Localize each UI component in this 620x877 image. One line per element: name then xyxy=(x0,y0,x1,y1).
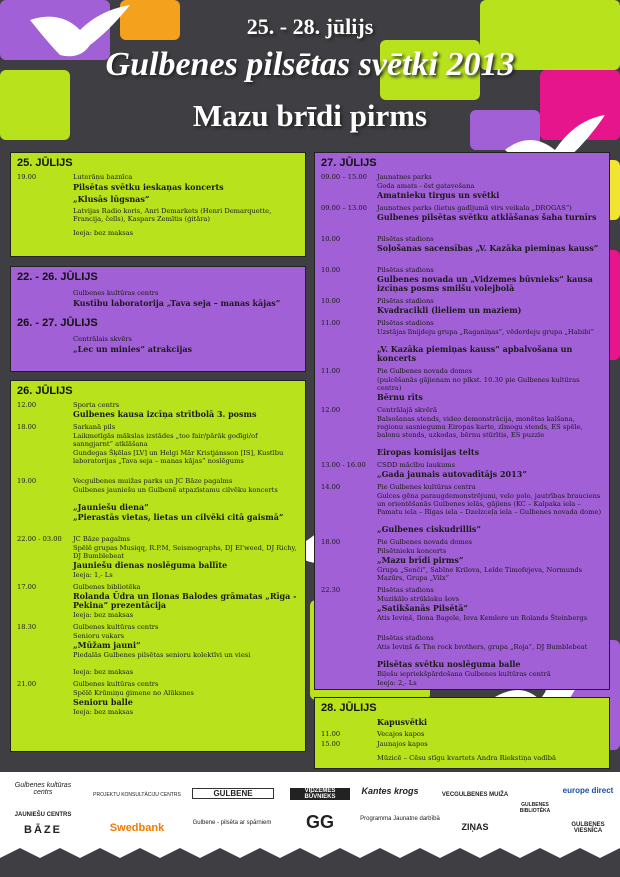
event-description: Gulbenes jauniešu un Gulbenē atpazīstamu cilvēku koncerts xyxy=(73,486,278,494)
event-title: Pilsētas svētku noslēguma balle xyxy=(377,659,521,669)
event-title: „Lec un minies” atrakcijas xyxy=(73,344,193,354)
event-entry: Ieeja: bez maksas xyxy=(73,708,134,716)
event-description: Goda amats - ēst gatavošana xyxy=(377,182,475,190)
event-venue: Centrālajā skvērā xyxy=(377,406,437,414)
event-title: Soļošanas sacensības „V. Kazāka piemiņas kauss” xyxy=(377,243,599,253)
event-venue: Jaunatnes parks (lietus gadījumā virs veikala „DROGAS”) xyxy=(377,204,572,212)
event-title: „Mūžam jauni” xyxy=(73,640,141,650)
event-description: (pulcēšanās gājienam no plkst. 10.30 pie Gulbenes kultūras centra) xyxy=(377,376,580,392)
day-heading: 26. - 27. JŪLIJS xyxy=(17,317,98,329)
event-venue: Gulbenes bibliotēka xyxy=(73,583,141,591)
event-title: Gulbenes novada un „Vidzemes būvnieks” kausa izcīņas posms smilšu volejbolā xyxy=(377,274,593,293)
event-title: „Gulbenes ciskudrillis” xyxy=(377,524,482,534)
logo-gulbene-pilseta-ar-sparniem: Gulbene - pilsēta ar spārniem xyxy=(192,820,272,826)
event-place: Vecajos kapos xyxy=(377,730,425,738)
event-title: „Pierastās vietas, lietas un cilvēki citā gaismā” xyxy=(73,512,284,522)
day-heading: 22. - 26. JŪLIJS xyxy=(17,271,98,283)
logo-gg: GG xyxy=(305,812,334,832)
event-venue: Sporta centrs xyxy=(73,401,120,409)
event-description: Uzstājas līnijdeju grupa „Raganiņas”, vēderdeju grupa „Habibi” xyxy=(377,328,594,336)
logo-vecgulbenes-muiza: VECGULBENES MUIŽA xyxy=(441,792,509,798)
event-title: Amatnieku tirgus un svētki xyxy=(377,190,500,200)
event-time: 14.00 xyxy=(321,483,341,491)
event-time: 11.00 xyxy=(321,730,341,738)
event-time: 13.00 - 16.00 xyxy=(321,461,366,469)
logo-zinas: ZIŅAS xyxy=(461,822,489,832)
event-title: Bērnu rīts xyxy=(377,392,423,402)
event-entry: Ieeja: 1,- Ls xyxy=(73,571,113,579)
event-title: „Jauniešu diena” xyxy=(73,502,149,512)
panel-22-27-july xyxy=(10,266,306,372)
event-venue: Pilsētas stadions xyxy=(377,266,434,274)
event-title: „Satikšanās Pilsētā” xyxy=(377,603,468,613)
event-description: Senioru vakars xyxy=(73,632,125,640)
event-time: 10.00 xyxy=(321,297,341,305)
event-venue: Vecgulbenes muižas parks un JC Bāze pagalms xyxy=(73,477,233,485)
logo-gulbenes-kulturas-centrs: Gulbenes kultūras centrs xyxy=(14,782,72,796)
day-heading: 26. JŪLIJS xyxy=(17,385,73,397)
event-venue: Pie Gulbenes novada domes xyxy=(377,367,473,375)
event-title: Gulbenes pilsētas svētku atklāšanas šaha turnīrs xyxy=(377,212,597,222)
panel-27-july xyxy=(314,152,610,690)
event-title: Senioru balle xyxy=(73,697,133,707)
event-venue: Luterāņu baznīca xyxy=(73,173,133,181)
event-title: Pilsētas svētku ieskaņas koncerts xyxy=(73,182,224,192)
logo-projektu-konsultaciju-centrs: PROJEKTU KONSULTĀCIJU CENTRS xyxy=(93,792,181,798)
event-description: Gulces gēna paraugdemonstrējumi, velo polo, jautrības brauciens un orientēšanās Gulbenes ielās, gājiens (KC – Kalpaka iela – Pamatu iela – Rīgas iela – Dzelzceļa iela – Gulbenes novada dome) xyxy=(377,492,602,516)
logo-gulbenes-biblioteka: GULBENES BIBLIOTĒKA xyxy=(519,802,551,814)
event-time: 11.00 xyxy=(321,367,341,375)
event-title: Gulbenes kausa izcīņa strītbolā 3. posms xyxy=(73,409,257,419)
logo-gulbene: GULBENE xyxy=(192,788,274,799)
event-time: 09.00 – 15.00 xyxy=(321,173,367,181)
bottom-zigzag-border xyxy=(0,848,620,877)
event-venue: Pilsētas stadions xyxy=(377,319,434,327)
event-time: 17.00 xyxy=(17,583,37,591)
event-description: Grupa „Senči”, Sabīne Krilova, Lelde Timofejeva, Normunds Mazūrs, Grupa „Vilx” xyxy=(377,566,583,582)
festival-dates: 25. - 28. jūlijs xyxy=(246,14,374,39)
event-description: Spēlē grupas Musiqq, R.P.M, Seismographs, DJ El'weed, DJ Richy, DJ Bumblebeat xyxy=(73,544,297,560)
event-entry: Ieeja: bez maksas xyxy=(73,229,134,237)
event-entry: Ieeja: bez maksas xyxy=(73,611,134,619)
event-time: 18.00 xyxy=(17,423,37,431)
logo-europe-direct: europe direct xyxy=(562,786,614,795)
event-venue: Pie Gulbenes novada domes xyxy=(377,538,473,546)
event-venue: JC Bāze pagalms xyxy=(73,535,130,543)
event-time: 12.00 xyxy=(17,401,37,409)
logo-jauniesu-centrs: JAUNIEŠU CENTRS xyxy=(14,812,72,818)
event-time: 18.30 xyxy=(17,623,37,631)
event-time: 12.00 xyxy=(321,406,341,414)
event-time: 11.00 xyxy=(321,319,341,327)
event-time: 22.30 xyxy=(321,586,341,594)
event-venue: Sarkanā pils xyxy=(73,423,116,431)
panel-28-july xyxy=(314,697,610,769)
event-venue: Pilsētas stadions xyxy=(377,586,434,594)
logo-jaunatne-darbiba: Programma Jaunatne darbībā xyxy=(360,816,440,822)
event-time: 19.00 xyxy=(17,173,37,181)
event-time: 10.00 xyxy=(321,235,341,243)
event-venue: Gulbenes kultūras centrs xyxy=(73,680,159,688)
event-music: Mūzicē – Cēsu stīgu kvartets Andra Riekstiņa vadībā xyxy=(377,754,556,762)
logo-vidzemes-buvnieks: VIDZEMES BŪVNIEKS xyxy=(290,788,350,800)
event-place: Jaunajos kapos xyxy=(377,740,428,748)
event-venue: Centrālais skvērs xyxy=(73,335,132,343)
event-title: Kustību laboratorija „Tava seja – manas kājas” xyxy=(73,298,281,308)
page-subtitle: Mazu brīdi pirms xyxy=(192,98,428,133)
logo-swedbank: Swedbank xyxy=(109,822,165,834)
event-venue: CSDD mācību laukums xyxy=(377,461,456,469)
event-venue: Gulbenes kultūras centrs xyxy=(73,289,159,297)
event-description: Piedalās Gulbenes pilsētas senioru kolektīvi un viesi xyxy=(73,651,251,659)
event-title: „V. Kazāka piemiņas kauss” apbalvošana un koncerts xyxy=(377,344,573,363)
event-description: Spēlē Krūmiņu ģimene no Alūksnes xyxy=(73,689,194,697)
event-description: Pilsētnieku koncerts xyxy=(377,547,447,555)
panel-25-july xyxy=(10,152,306,257)
event-entry: Ieeja: 2,- Ls xyxy=(377,679,417,687)
panel-26-july xyxy=(10,380,306,752)
event-title: Kvadracikli (lieliem un maziem) xyxy=(377,305,522,315)
day-heading: 27. JŪLIJS xyxy=(321,157,377,169)
event-description: Atis Ieviņš & The rock brothers, grupa „Roja”, DJ Bumblebeat xyxy=(377,643,588,651)
event-title: „Mazu brīdi pirms” xyxy=(377,555,464,565)
event-venue: Pilsētas stadions xyxy=(377,235,434,243)
day-heading: 28. JŪLIJS xyxy=(321,702,377,714)
event-time: 22.00 - 03.00 xyxy=(17,535,62,543)
event-venue: Pilsētas stadions xyxy=(377,634,434,642)
event-time: 19.00 xyxy=(17,477,37,485)
event-venue: Gulbenes kultūras centrs xyxy=(73,623,159,631)
event-venue: Pie Gulbenes kultūras centra xyxy=(377,483,476,491)
event-title: Jauniešu dienas noslēguma ballīte xyxy=(73,560,228,570)
event-time: 10.00 xyxy=(321,266,341,274)
day-heading: 25. JŪLIJS xyxy=(17,157,73,169)
event-description: Muzikālo strūklaku šovs xyxy=(377,595,460,603)
event-description: Atis Ieviņš, Ilona Bagele, Ieva Kemlere un Rolands Šteinbergs xyxy=(377,614,588,622)
event-description: Balsošanas stends, video demonstrācija, monētas kalšana, reģionu sasniegumu Eiropas karte, zīmogu stends, ES spēle, balonu stends, uzkodas, bērnu stūrītis, ES puzzle xyxy=(377,415,583,439)
logo-kantes-krogs: Kantes krogs xyxy=(361,786,419,796)
event-time: 21.00 xyxy=(17,680,37,688)
event-venue: Pilsētas stadions xyxy=(377,297,434,305)
event-time: 09.00 – 13.00 xyxy=(321,204,367,212)
event-title: Rolanda Ūdra un Ilonas Balodes grāmatas „Rīga - Pekina” prezentācija xyxy=(73,591,297,610)
event-entry: Ieeja: bez maksas xyxy=(73,668,134,676)
event-venue: Jaunatnes parks xyxy=(377,173,432,181)
logo-baze: BĀZE xyxy=(24,824,62,836)
event-title: Kapusvētki xyxy=(377,717,428,727)
event-description: Biļešu iepriekšpārdošana Gulbenes kultūras centrā xyxy=(377,670,551,678)
event-time: 18.00 xyxy=(321,538,341,546)
event-description: Laikmetīgās mākslas izstādes „too fair/pārāk godīgi/of sanngjarnt” atklāšana xyxy=(73,432,258,448)
logo-gulbenes-viesnica: GULBENES VIESNĪCA xyxy=(571,822,605,834)
event-title: „Gada jaunais autovadītājs 2013” xyxy=(377,469,527,479)
event-title: Eiropas komisijas telts xyxy=(377,447,480,457)
event-description: Gundegas Šķēlas [LV] un Helgi Mār Kristjánsson [IS], Kustību laboratorijas „Tava seja – manas kājas” noslēgums xyxy=(73,449,284,465)
event-subtitle: „Klusās lūgsnas” xyxy=(73,194,150,204)
page-title: Gulbenes pilsētas svētki 2013 xyxy=(105,46,515,83)
event-time: 15.00 xyxy=(321,740,341,748)
event-performers: Latvijas Radio koris, Anri Demarkets (Henri Demarquette, Francija, čells), Kaspars Zemītis (ģitāra) xyxy=(73,207,272,223)
